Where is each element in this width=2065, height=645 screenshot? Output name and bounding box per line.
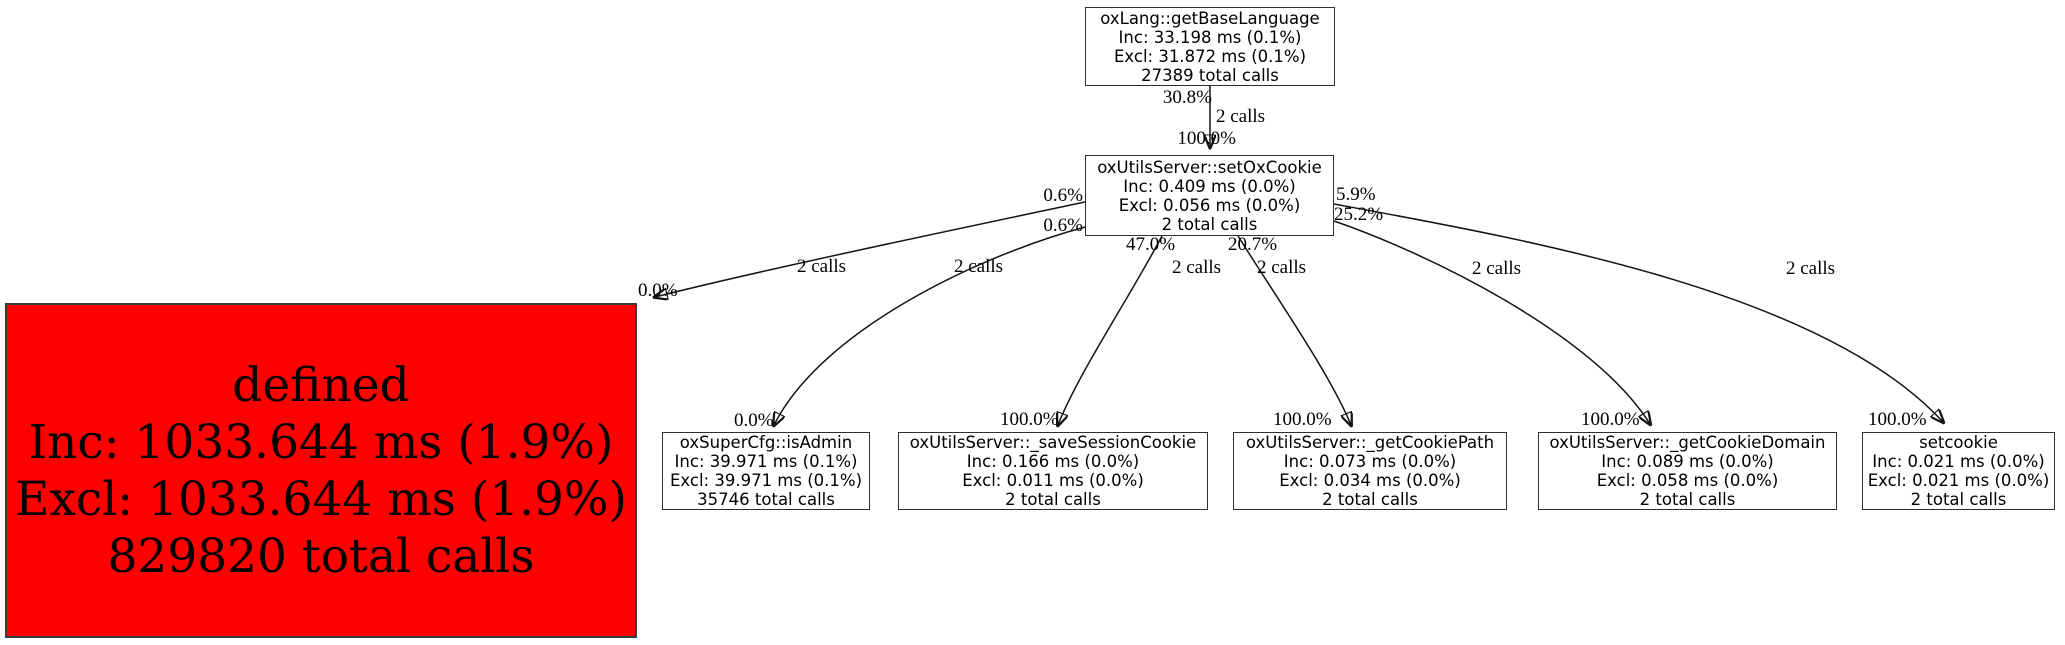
node-oxlang-getbaselanguage	[1085, 7, 1335, 86]
edge-tail-percent: 0.6%	[1043, 185, 1083, 206]
node-total-calls: 2 total calls	[1005, 490, 1101, 509]
edge-call-count: 2 calls	[797, 256, 847, 277]
edge-call-count: 2 calls	[1257, 257, 1307, 278]
node-title: setcookie	[1919, 433, 1998, 452]
edge-tail-percent: 30.8%	[1162, 87, 1212, 108]
node-exclusive-time: Excl: 0.011 ms (0.0%)	[962, 471, 1144, 490]
node-defined-hot	[5, 303, 637, 638]
edge-call-count: 2 calls	[1472, 258, 1522, 279]
edge-head-percent: 0.0%	[638, 280, 678, 301]
edge-tail-percent: 0.6%	[1043, 215, 1083, 236]
node-oxsupercfg-isadmin	[662, 432, 870, 510]
edge-tail-percent: 5.9%	[1336, 184, 1376, 205]
node-inclusive-time: Inc: 0.021 ms (0.0%)	[1872, 452, 2045, 471]
node-exclusive-time: Excl: 39.971 ms (0.1%)	[669, 471, 863, 490]
node-total-calls: 2 total calls	[1322, 490, 1418, 509]
edge-head-percent: 100.0%	[1581, 409, 1640, 430]
edge-call-count: 2 calls	[1216, 106, 1266, 127]
edge-setoxcookie-savesessioncookie	[1058, 236, 1162, 425]
node-total-calls: 2 total calls	[1639, 490, 1736, 509]
node-inclusive-time: Inc: 0.409 ms (0.0%)	[1123, 176, 1296, 196]
node-oxutilsserver-savesessioncookie	[898, 432, 1208, 510]
node-title: oxLang::getBaseLanguage	[1100, 8, 1320, 28]
edge-tail-percent: 20.7%	[1228, 234, 1278, 255]
node-total-calls: 2 total calls	[1161, 214, 1258, 234]
node-total-calls: 35746 total calls	[697, 490, 835, 509]
edge-setoxcookie-setcookie	[1334, 204, 1943, 422]
node-inclusive-time: Inc: 0.073 ms (0.0%)	[1283, 452, 1457, 471]
node-title: oxSuperCfg::isAdmin	[679, 433, 853, 452]
edge-tail-percent: 47.0%	[1126, 234, 1176, 255]
node-exclusive-time: Excl: 0.058 ms (0.0%)	[1596, 471, 1779, 490]
edge-call-count: 2 calls	[954, 256, 1004, 277]
node-inclusive-time: Inc: 1033.644 ms (1.9%)	[28, 414, 614, 470]
node-title: oxUtilsServer::_getCookieDomain	[1549, 433, 1826, 452]
node-exclusive-time: Excl: 31.872 ms (0.1%)	[1113, 46, 1307, 66]
node-exclusive-time: Excl: 0.021 ms (0.0%)	[1867, 471, 2050, 490]
node-title: oxUtilsServer::_saveSessionCookie	[909, 433, 1197, 452]
node-setcookie	[1862, 432, 2055, 510]
edge-setoxcookie-defined	[655, 202, 1085, 297]
edge-call-count: 2 calls	[1786, 258, 1836, 279]
node-oxutilsserver-setoxcookie	[1085, 155, 1334, 236]
node-oxutilsserver-getcookiedomain	[1538, 432, 1837, 510]
node-total-calls: 2 total calls	[1910, 490, 2007, 509]
node-exclusive-time: Excl: 0.056 ms (0.0%)	[1118, 195, 1301, 215]
node-title: oxUtilsServer::setOxCookie	[1097, 157, 1322, 177]
edge-head-percent: 100.0%	[1273, 409, 1332, 430]
node-oxutilsserver-getcookiepath	[1233, 432, 1507, 510]
node-exclusive-time: Excl: 1033.644 ms (1.9%)	[15, 471, 627, 527]
edge-head-percent: 100.0%	[1868, 409, 1927, 430]
edge-setoxcookie-getcookiedomain	[1334, 221, 1650, 424]
node-inclusive-time: Inc: 39.971 ms (0.1%)	[674, 452, 858, 471]
edge-head-percent: 100.0%	[1000, 409, 1059, 430]
node-total-calls: 829820 total calls	[107, 528, 535, 584]
edge-tail-percent: 25.2%	[1334, 204, 1384, 225]
edge-head-percent: 0.0%	[734, 410, 774, 431]
edge-call-count: 2 calls	[1172, 257, 1222, 278]
node-total-calls: 27389 total calls	[1141, 65, 1279, 85]
node-title: oxUtilsServer::_getCookiePath	[1245, 433, 1495, 452]
node-title: defined	[232, 357, 410, 413]
node-exclusive-time: Excl: 0.034 ms (0.0%)	[1279, 471, 1461, 490]
node-inclusive-time: Inc: 0.089 ms (0.0%)	[1601, 452, 1774, 471]
edge-head-percent: 100.0%	[1177, 128, 1236, 149]
node-inclusive-time: Inc: 0.166 ms (0.0%)	[966, 452, 1140, 471]
node-inclusive-time: Inc: 33.198 ms (0.1%)	[1118, 27, 1302, 47]
